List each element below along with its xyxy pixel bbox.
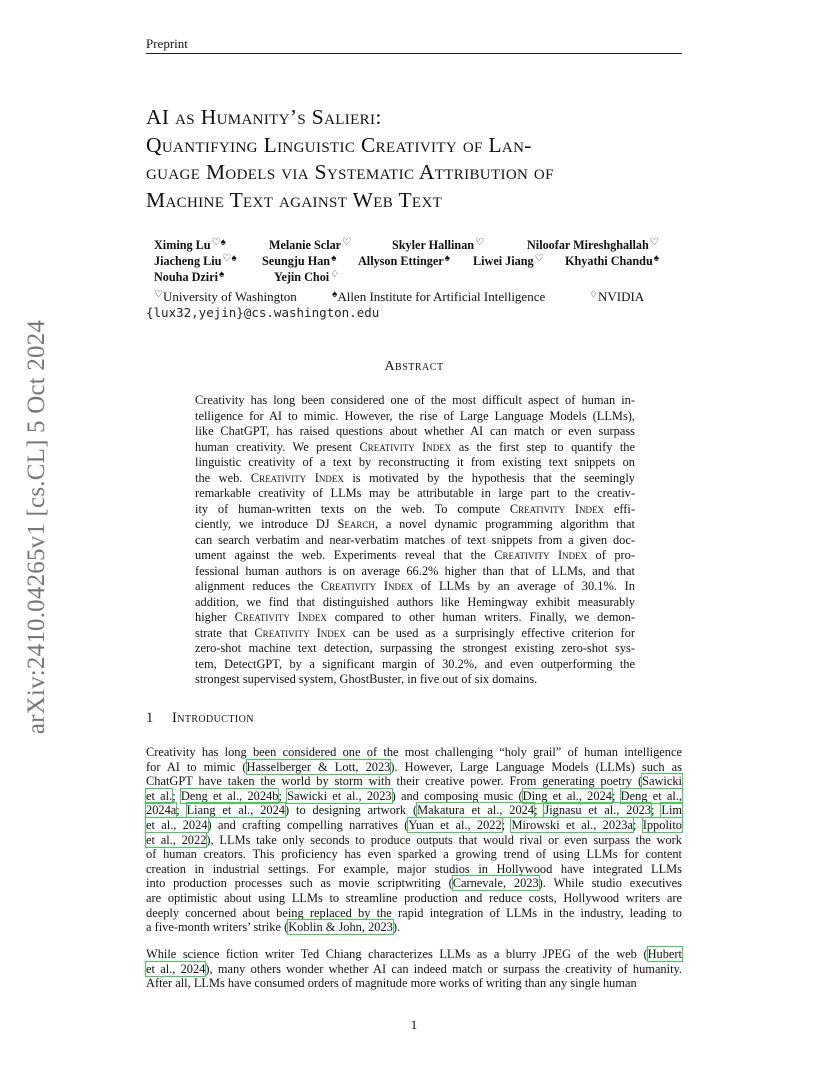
- text-line: et al., 2024), many others wonder whether AI can indeed match or surpass the creativity of humanity.: [146, 961, 683, 976]
- author: [392, 238, 484, 253]
- author: [154, 254, 237, 269]
- citation-link[interactable]: Koblin & John, 2023: [288, 920, 393, 935]
- text-line: et al., 2024) and crafting compelling narratives (Yuan et al., 2022; Mirowski et al., 2023a; Ippolito: [146, 817, 682, 832]
- author-affiliation-marks: ♢: [330, 269, 340, 280]
- author-affiliation-marks: ♠: [218, 269, 225, 280]
- author-name: Yejin Choi: [274, 270, 330, 284]
- section-heading: [146, 710, 254, 727]
- author: [527, 238, 659, 253]
- author-affiliation-marks: ♠: [444, 253, 450, 264]
- text-line: strate that Creativity Index can be used as a surprisingly effective criterion for: [195, 625, 635, 640]
- citation-link[interactable]: et al.: [146, 788, 173, 803]
- page-number: 1: [410, 1017, 418, 1032]
- author: [274, 270, 339, 285]
- header-rule: [146, 53, 682, 54]
- text-line: higher Creativity Index compared to other human writers. Finally, we demon-: [195, 610, 635, 624]
- text-line: remarkable creativity of LLMs may be attributable in large part to the creativ-: [195, 486, 635, 500]
- citation-link[interactable]: 2024a: [146, 803, 177, 818]
- text-line: like ChatGPT, has raised questions about whether AI can match or even surpass: [195, 424, 635, 438]
- author-affiliation-marks: ♠: [653, 253, 660, 264]
- citation-link[interactable]: Ding et al., 2024: [522, 788, 612, 803]
- title-line: AI as Humanity’s Salieri:: [146, 105, 382, 129]
- citation-link[interactable]: Liang et al., 2024: [186, 803, 285, 818]
- text-line: creation in industrial settings. For example, major studios in Hollywood have integrated LLMs: [146, 861, 682, 876]
- citation-link[interactable]: et al., 2024: [146, 817, 208, 832]
- text-line: deeply concerned about being replaced by the rapid integration of LLMs in the industry, leading to: [146, 905, 682, 920]
- abstract-heading: Abstract: [384, 359, 444, 374]
- text-line: into production processes such as movie scriptwriting (Carnevale, 2023). While studio executives: [146, 876, 683, 891]
- section-title: Introduction: [172, 710, 254, 726]
- author: [262, 254, 336, 269]
- text-line: the web. Creativity Index is motivated by the hypothesis that the seemingly: [195, 470, 635, 485]
- author-email[interactable]: {lux32,yejin}@cs.washington.edu: [146, 305, 380, 320]
- citation-link[interactable]: Jignasu et al., 2023: [544, 803, 652, 818]
- text-line: alignment reduces the Creativity Index of LLMs by an average of 30.1%. In: [195, 579, 635, 593]
- text-line: ciently, we introduce DJ Search, a novel dynamic programming algorithm that: [195, 517, 635, 531]
- author-affiliation-marks: ♡: [534, 253, 544, 264]
- text-line: for AI to mimic (Hasselberger & Lott, 2023). However, Large Language Models (LLMs) such as: [146, 759, 683, 774]
- affiliation-mark: ♡: [154, 289, 163, 300]
- author-name: Nouha Dziri: [154, 270, 218, 284]
- text-line: human creativity. We present Creativity Index as the first step to quantify the: [195, 439, 635, 454]
- section-number: 1: [146, 710, 154, 726]
- author-affiliation-marks: ♡: [342, 237, 352, 248]
- text-line: a five-month writers’ strike (Koblin & John, 2023).: [146, 920, 401, 935]
- author-name: Liwei Jiang: [473, 254, 534, 268]
- text-line: zero-shot machine text detection, surpassing the strongest existing zero-shot sys-: [195, 641, 635, 655]
- citation-link[interactable]: Yuan et al., 2022: [408, 817, 502, 832]
- citation-link[interactable]: Mirowski et al., 2023a: [511, 817, 633, 832]
- text-line: Creativity has long been considered one of the most challenging “holy grail” of human intelligence: [146, 745, 682, 759]
- author: [269, 238, 351, 253]
- text-line: are optimistic about using LLMs to streamline production and reduce costs, Hollywood writers are: [146, 890, 682, 905]
- text-line: strongest supervised system, GhostBuster, in five out of six domains.: [195, 672, 538, 686]
- citation-link[interactable]: Hasselberger & Lott, 2023: [246, 759, 391, 774]
- author-name: Skyler Hallinan: [392, 238, 475, 252]
- author-name: Khyathi Chandu: [565, 254, 653, 268]
- citation-link[interactable]: Sawicki: [642, 774, 682, 789]
- text-line: fessional human authors is on average 66.2% higher than that of LLMs, and that: [195, 563, 635, 578]
- text-line: et al., 2022), LLMs take only seconds to produce outputs that would rival or even surpass the work: [146, 832, 682, 847]
- title-line: Quantifying Linguistic Creativity of Lan-: [146, 132, 532, 157]
- text-line: ChatGPT have taken the world by storm with their creative power. From generating poetry (Sawicki: [146, 774, 682, 789]
- text-line: After all, LLMs have consumed orders of magnitude more works of writing than any single human: [146, 976, 637, 991]
- citation-link[interactable]: Ippolito: [642, 817, 682, 832]
- text-line: ity of human-written texts on the web. To compute Creativity Index effi-: [195, 501, 635, 516]
- author: [565, 254, 659, 269]
- author-affiliation-marks: ♠: [331, 253, 337, 264]
- title-line: guage Models via Systematic Attribution of: [146, 160, 554, 184]
- author-affiliation-marks: ♡♠: [222, 253, 237, 264]
- affiliation-mark: ♢: [589, 289, 598, 300]
- intro-paragraph: [146, 947, 682, 991]
- citation-link[interactable]: Deng et al., 2024b: [180, 788, 279, 803]
- author-affiliation-marks: ♡: [475, 237, 485, 248]
- affiliation: [332, 289, 545, 305]
- author: [154, 270, 224, 285]
- affiliation-name: University of Washington: [162, 289, 297, 304]
- citation-link[interactable]: Carnevale, 2023: [452, 876, 539, 891]
- author-name: Ximing Lu: [154, 238, 211, 252]
- affiliation-name: Allen Institute for Artificial Intelligence: [337, 289, 546, 304]
- text-line: tem, DetectGPT, by a significant margin of 30.2%, and even outperforming the: [195, 656, 635, 671]
- abstract-body: [195, 393, 635, 688]
- title-line: Machine Text against Web Text: [146, 187, 443, 212]
- affiliation-name: NVIDIA: [597, 289, 645, 304]
- text-line: addition, we find that distinguished authors like Hemingway exhibit measurably: [195, 594, 635, 609]
- text-line: Creativity has long been considered one of the most difficult aspect of human in-: [195, 393, 635, 407]
- paper-title: [146, 104, 706, 214]
- author-name: Jiacheng Liu: [154, 254, 222, 268]
- citation-link[interactable]: Hubert: [647, 947, 682, 961]
- citation-link[interactable]: Sawicki et al., 2023: [287, 788, 392, 803]
- citation-link[interactable]: Deng et al.,: [620, 788, 683, 803]
- affiliation-mark: ♠: [332, 289, 338, 300]
- author-affiliation-marks: ♡: [649, 237, 659, 248]
- text-line: et al.; Deng et al., 2024b; Sawicki et al., 2023) and composing music (Ding et al., 2024; Deng et al.,: [146, 788, 683, 803]
- citation-link[interactable]: Lim: [661, 803, 683, 818]
- author: [358, 254, 450, 269]
- text-line: telligence for AI to mimic. However, the rise of Large Language Models (LLMs),: [195, 408, 635, 423]
- author: [473, 254, 544, 269]
- citation-link[interactable]: Makatura et al., 2024: [417, 803, 535, 818]
- author-name: Allyson Ettinger: [358, 254, 444, 268]
- text-line: of human creators. This proficiency has even sparked a growing trend of using LLMs for content: [146, 847, 682, 862]
- text-line: linguistic creativity of a text by reconstructing it from existing text snippets on: [195, 455, 635, 469]
- author-name: Niloofar Mireshghallah: [527, 238, 649, 252]
- author-affiliation-marks: ♡♠: [211, 237, 226, 248]
- text-line: 2024a; Liang et al., 2024) to designing artwork (Makatura et al., 2024; Jignasu et al., 2023; Lim: [146, 803, 683, 818]
- text-line: While science fiction writer Ted Chiang characterizes LLMs as a blurry JPEG of the web (Hubert: [146, 947, 682, 961]
- running-head: Preprint: [146, 36, 188, 51]
- text-line: ument against the web. Experiments reveal that the Creativity Index of pro-: [195, 548, 635, 562]
- citation-link[interactable]: et al., 2024: [146, 961, 206, 976]
- arxiv-identifier-stamp: arXiv:2410.04265v1 [cs.CL] 5 Oct 2024: [23, 319, 50, 735]
- affiliation: [589, 289, 644, 305]
- author: [154, 238, 226, 253]
- author-name: Melanie Sclar: [269, 238, 342, 252]
- intro-paragraph: [146, 745, 682, 935]
- citation-link[interactable]: et al., 2022: [146, 832, 207, 847]
- author-name: Seungju Han: [262, 254, 331, 268]
- affiliation: [154, 289, 297, 305]
- text-line: can search verbatim and near-verbatim matches of text snippets from a given doc-: [195, 532, 635, 547]
